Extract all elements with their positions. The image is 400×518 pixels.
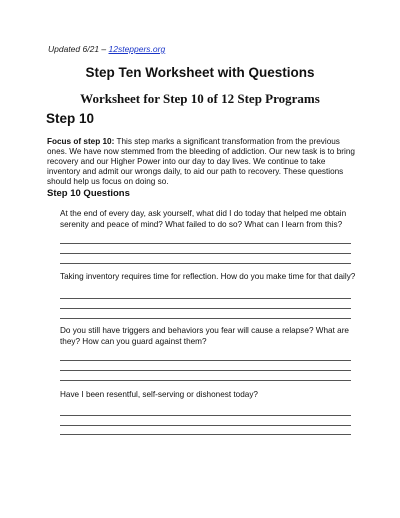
- answer-line-2a[interactable]: [60, 298, 351, 299]
- updated-date: Updated 6/21 –: [48, 44, 109, 54]
- answer-line-4a[interactable]: [60, 415, 351, 416]
- answer-line-4c[interactable]: [60, 434, 351, 435]
- answer-line-1b[interactable]: [60, 253, 351, 254]
- question-3: Do you still have triggers and behaviors you fear will cause a relapse? What are they? How can you guard against them?: [60, 326, 349, 346]
- step-heading: Step 10: [46, 111, 95, 126]
- answer-line-2c[interactable]: [60, 318, 351, 319]
- focus-paragraph: [47, 137, 355, 187]
- page-title: Step Ten Worksheet with Questions: [85, 65, 315, 80]
- answer-line-3b[interactable]: [60, 370, 351, 371]
- question-4: Have I been resentful, self-serving or dishonest today?: [60, 390, 258, 399]
- focus-text: This step marks a significant transformation from the previous ones. We have now stemmed from the bleeding of addiction. Our new task is to bring recovery and our Higher Power into our day to day lives. We continue to take inventory and admit our wrongs daily, to aid our path to recovery. These questions should help us focus on doing so.: [47, 137, 355, 186]
- answer-line-4b[interactable]: [60, 425, 351, 426]
- focus-label: Focus of step 10:: [47, 137, 115, 146]
- answer-line-1c[interactable]: [60, 263, 351, 264]
- updated-note: [48, 44, 165, 54]
- questions-heading: Step 10 Questions: [47, 188, 130, 199]
- question-1: At the end of every day, ask yourself, what did I do today that helped me obtain serenity and peace of mind? What failed to do so? What can I learn from this?: [60, 209, 347, 229]
- answer-line-3c[interactable]: [60, 380, 351, 381]
- answer-line-1a[interactable]: [60, 243, 351, 244]
- answer-line-2b[interactable]: [60, 308, 351, 309]
- answer-line-3a[interactable]: [60, 360, 351, 361]
- question-2: Taking inventory requires time for reflection. How do you make time for that daily?: [60, 272, 356, 281]
- page-subtitle: Worksheet for Step 10 of 12 Step Programs: [80, 91, 320, 106]
- site-link[interactable]: 12steppers.org: [108, 44, 166, 54]
